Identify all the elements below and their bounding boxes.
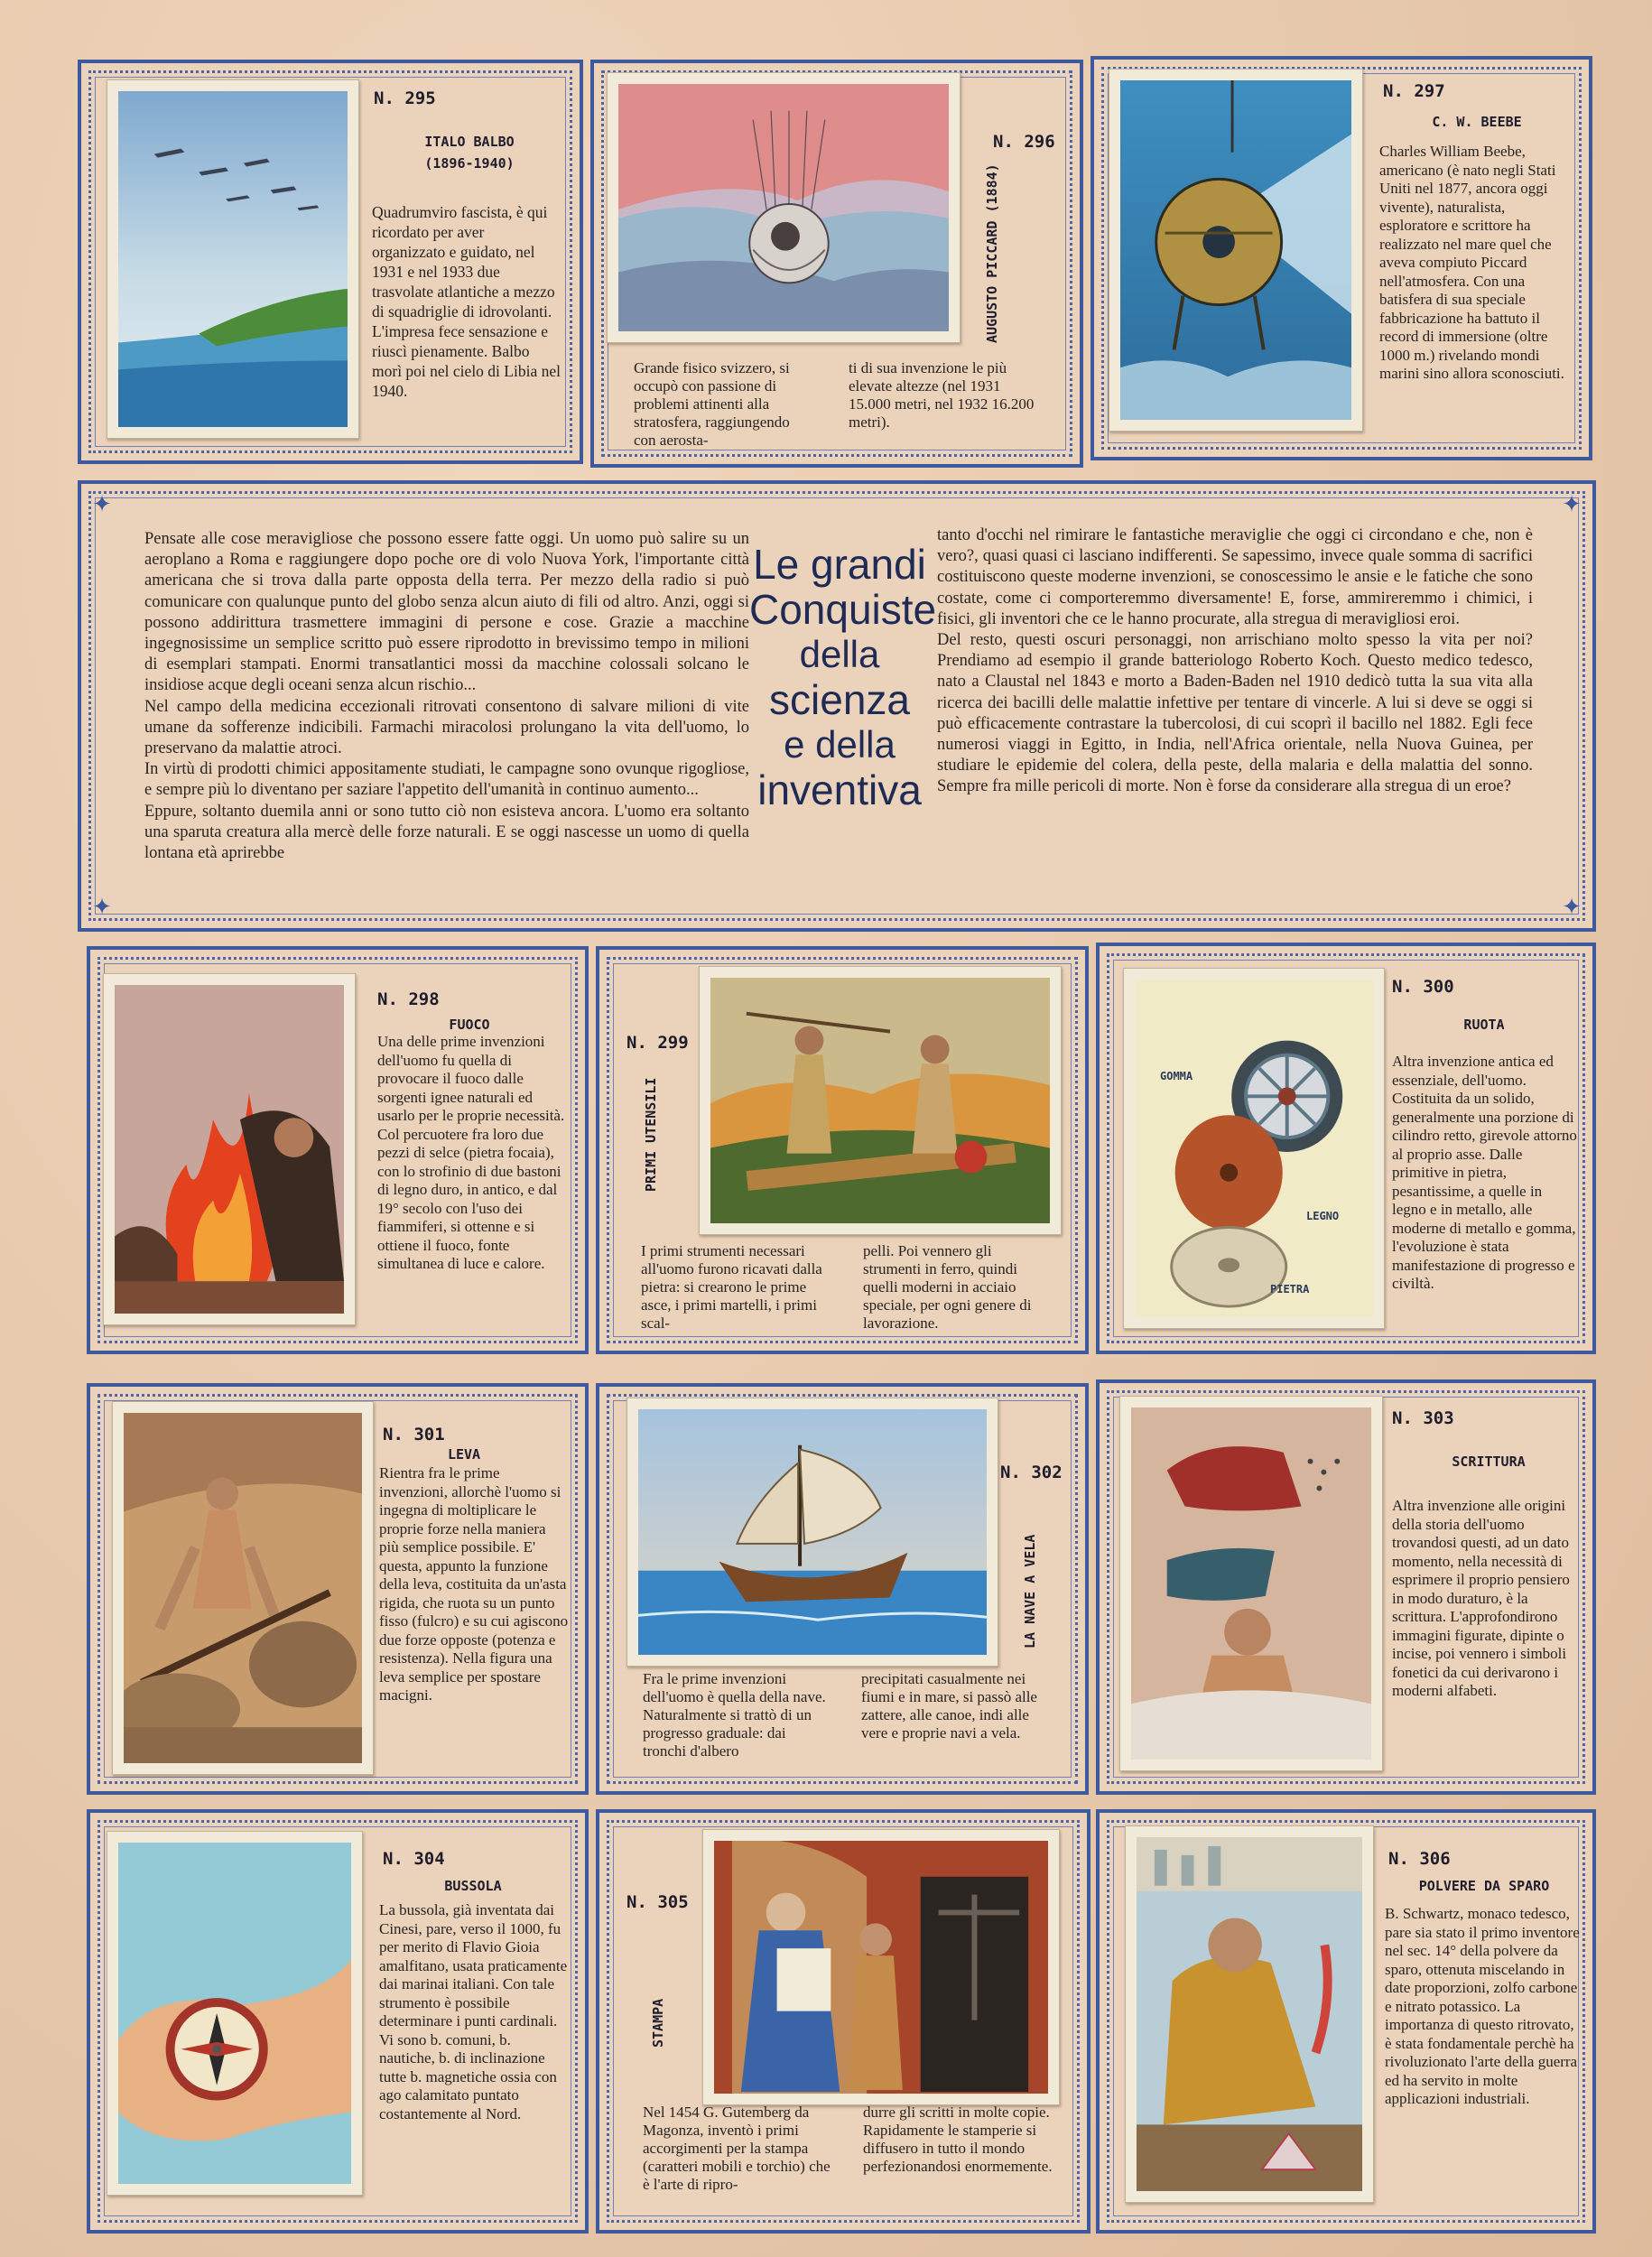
card-number: N. 299 <box>626 1033 689 1053</box>
card-title-vertical: LA NAVE A VELA <box>1022 1534 1038 1649</box>
sticker-300 <box>1123 968 1385 1329</box>
sticker-296 <box>607 72 961 343</box>
card-number: N. 301 <box>383 1425 445 1444</box>
corner-ornament-icon: ✦ <box>1562 894 1582 920</box>
card-number: N. 295 <box>374 88 436 108</box>
intro-headline <box>749 541 937 813</box>
card-title: SCRITTURA <box>1452 1454 1526 1470</box>
card-number: N. 304 <box>383 1849 445 1869</box>
lever-illustration <box>124 1413 362 1763</box>
card-description: B. Schwartz, monaco tedesco, pare sia stato il primo inventore nel sec. 14° della polvere da sparo, ottenuta miscelando in date proporzioni, zolfo carbone e nitrato potassico. La importanza di questo ritrovato, è stata fondamentale perchè ha rivoluzionato l'arte della guerra ed ha servito in molte applicazioni industriali. <box>1385 1905 1580 2107</box>
card-description: La bussola, già inventata dai Cinesi, pare, verso il 1000, fu per merito di Flavio Gioia amalfitano, usata praticamente dai marinai italiani. Con tale strumento è possibile determinare i punti cardinali. Vi sono b. comuni, b. nautiche, b. di inclinazione tutte b. magnetiche ossia con ago calamitato puntato costantemente al Nord. <box>379 1901 568 2122</box>
wheel-label-legno: LEGNO <box>1306 1210 1340 1222</box>
card-title: RUOTA <box>1463 1017 1505 1033</box>
sticker-304 <box>107 1831 363 2196</box>
printing-press-illustration <box>714 1841 1048 2094</box>
gunpowder-illustration <box>1137 1837 1362 2191</box>
fire-illustration <box>115 985 344 1314</box>
card-number: N. 305 <box>626 1892 689 1912</box>
card-title-vertical: AUGUSTO PICCARD (1884) <box>984 163 1000 343</box>
card-title: LEVA <box>447 1446 481 1463</box>
card-description-left: Nel 1454 G. Gutemberg da Magonza, inventò i primi accorgimenti per la stampa (caratteri mobili e torchio) che è l'arte di ripro- <box>643 2104 831 2193</box>
card-description-left: Fra le prime invenzioni dell'uomo è quella della nave. Naturalmente si trattò di un progresso graduale: dai tronchi d'albero <box>643 1670 826 1760</box>
compass-illustration <box>118 1843 351 2184</box>
card-description-left: Grande fisico svizzero, si occupò con passione di problemi attinenti alla stratosfera, raggiungendo con aerosta- <box>634 359 790 449</box>
card-title: POLVERE DA SPARO <box>1418 1878 1550 1894</box>
headline-line: inventiva <box>757 766 922 813</box>
card-description-right: precipitati casualmente nei fiumi e in mare, si passò alle zattere, alle canoe, indi alle vere e proprie navi a vela. <box>861 1670 1037 1742</box>
headline-line: Conquiste <box>749 586 937 633</box>
card-title-vertical: STAMPA <box>650 1998 666 2048</box>
corner-ornament-icon: ✦ <box>1562 491 1582 517</box>
cave-painting-illustration <box>1131 1407 1371 1760</box>
card-title: FUOCO <box>449 1017 490 1033</box>
card-description-right: durre gli scritti in molte copie. Rapidamente le stamperie si diffusero in tutto il mondo perfezionandosi enormemente. <box>863 2104 1053 2175</box>
card-description: Quadrumviro fascista, è qui ricordato per aver organizzato e guidato, nel 1931 e nel 1933 due trasvolate atlantiche a mezzo di squadriglie di idrovolanti. L'impresa fece sensazione e riuscì pienamente. Balbo morì poi nel cielo di Libia nel 1940. <box>372 203 561 400</box>
corner-ornament-icon: ✦ <box>92 491 112 517</box>
card-subtitle: (1896-1940) <box>424 155 515 172</box>
sticker-297 <box>1109 69 1363 432</box>
card-number: N. 302 <box>1000 1463 1063 1482</box>
wheels-illustration <box>1135 980 1373 1317</box>
sticker-303 <box>1119 1396 1383 1771</box>
card-title: C. W. BEEBE <box>1432 114 1522 130</box>
card-description: Charles William Beebe, americano (è nato negli Stati Uniti nel 1877, ancora oggi vivente), naturalista, esploratore e scrittore ha realizzato nel mare quel che aveva compiuto Piccard nell'atmosfera. Con una batisfera di sua speciale fabbricazione ha battuto il record di immersione (oltre 1000 m.) rivelando mondi marini sino allora sconosciuti. <box>1379 143 1564 382</box>
card-description-right: ti di sua invenzione le più elevate altezze (nel 1931 15.000 metri, nel 1932 16.200 metri). <box>849 359 1035 431</box>
card-number: N. 298 <box>377 989 440 1009</box>
intro-left-column: Pensate alle cose meravigliose che possono essere fatte oggi. Un uomo può salire su un aeroplano a Roma e raggiungere dopo poche ore di volo Nuova York, l'importante città americana che si trova dalla parte opposta della terra. Per mezzo della radio si può comunicare con qualunque punto del globo senza alcun aiuto di fili od altro. Anzi, oggi si possono addirittura trasmettere immagini di persone e cose. Grazie a macchine ingegnosissime un semplice scritto può essere riprodotto in brevissimo tempo in milioni di esemplari stampati. Enormi transatlantici mossi da macchine colossali solcano le insidiose acque degli oceani senza alcun rischio... Nel campo della medicina eccezionali ritrovati consentono di salvare milioni di vite umane da sofferenze indicibili. Farmachi miracolosi prolungano la vita dell'uomo, lo preservano da malattie atroci. In virtù di prodotti chimici appositamente studiati, le campagne sono ovunque rigogliose, e sempre più lo diventano per saziare l'appetito dell'umanità in continuo aumento... Eppure, soltanto duemila anni or sono tutto ciò non esisteva ancora. L'uomo era soltanto una sparuta creatura alla mercè delle forze naturali. E se oggi nascesse un uomo di quella lontana età aprirebbe <box>144 530 749 863</box>
tools-illustration <box>710 978 1050 1223</box>
bathysphere-illustration <box>1120 80 1351 420</box>
sticker-302 <box>626 1398 998 1667</box>
headline-line: della <box>799 633 880 675</box>
sticker-298 <box>103 973 356 1325</box>
wheel-label-pietra: PIETRA <box>1270 1283 1310 1296</box>
stratosphere-balloon-illustration <box>618 84 949 331</box>
corner-ornament-icon: ✦ <box>92 894 112 920</box>
card-description: Altra invenzione alle origini della storia dell'uomo trovandosi questi, ad un dato momento, nella necessità di esprimere il proprio pensiero in modo duraturo, è la scrittura. L'approfondirono immagini figurate, dipinte o incise, poi vennero i simboli fonetici da cui derivarono i moderni alfabeti. <box>1392 1497 1570 1699</box>
headline-line: scienza <box>769 676 910 723</box>
wheel-label-gomma: GOMMA <box>1160 1070 1193 1082</box>
headline-line: e della <box>784 723 896 766</box>
card-description: Una delle prime invenzioni dell'uomo fu quella di provocare il fuoco dalle sorgenti ignee naturali ed usarlo per le proprie necessità. Col percuotere fra loro due pezzi di selce (pietra focaia), con lo strofinio di due bastoni di legno duro, in antico, e dal 19° secolo con l'uso dei fiammiferi, si ottenne e si ottiene il fuoco, fonte simultanea di luce e calore. <box>377 1033 565 1272</box>
sticker-301 <box>112 1401 374 1775</box>
card-number: N. 297 <box>1383 81 1445 101</box>
headline-line: Le grandi <box>753 541 926 588</box>
sailing-ship-illustration <box>638 1409 987 1655</box>
card-title-vertical: PRIMI UTENSILI <box>643 1077 659 1192</box>
card-description-left: I primi strumenti necessari all'uomo furono ricavati dalla pietra: si crearono le prime asce, i primi martelli, i primi scal- <box>641 1242 822 1332</box>
sticker-299 <box>699 966 1062 1235</box>
intro-right-column: tanto d'occhi nel rimirare le fantastiche meraviglie che oggi ci circondano e che, non è vero?, quasi quasi ci lasciano indifferenti. Se sapessimo, invece quale somma di sacrifici costituiscono queste moderne invenzioni, se conoscessimo le ansie e le fatiche che sono costate, come ci comporteremmo diversamente! E, forse, ammireremmo i chimici, i fisici, gli inventori che ce le hanno procurate, alla stregua di meravigliosi eroi. Del resto, questi oscuri personaggi, non arrischiano molto spesso la vita per noi? Prendiamo ad esempio il grande batteriologo Roberto Koch. Questo medico tedesco, nato a Claustal nel 1843 e morto a Baden-Baden nel 1910 dedicò tutta la sua vita alla ricerca dei bacilli delle malattie infettive per tentare di vincerle. A lui si deve se oggi si può efficacemente contrastare la tubercolosi, di cui scoprì il bacillo nel 1882. Egli fece numerosi viaggi in Egitto, in India, nell'Africa orientale, nella Nuova Guinea, per studiare le epidemie del colera, della peste, della malaria e della malattia del sonno. Sempre fra mille pericoli di morte. Non è forse da considerare alla stregua di un eroe? <box>937 526 1533 796</box>
sticker-306 <box>1125 1825 1374 2203</box>
card-title: BUSSOLA <box>444 1878 502 1894</box>
card-description: Altra invenzione antica ed essenziale, dell'uomo. Costituita da un solido, generalmente una porzione di cilindro retto, girevole attorno al proprio asse. Dalle primitive in pietra, pesantissime, a quelle in legno e in metallo, alle moderne di metallo e gomma, l'evoluzione è stata manifestazione di progresso e civiltà. <box>1392 1053 1577 1292</box>
seaplanes-illustration <box>118 91 348 427</box>
card-number: N. 300 <box>1392 977 1454 997</box>
card-description: Rientra fra le prime invenzioni, allorchè l'uomo si ingegna di moltiplicare le proprie forze nella maniera più semplice possibile. E' questa, appunto la funzione della leva, costituita da un'asta rigida, che ruota su un punto fisso (fulcro) e su cui agiscono due forze opposte (potenza e resistenza). Nella figura una leva semplice per spostare macigni. <box>379 1464 569 1704</box>
card-number: N. 306 <box>1388 1849 1451 1869</box>
card-title: ITALO BALBO <box>424 134 515 150</box>
card-description-right: pelli. Poi vennero gli strumenti in ferro, quindi quelli moderni in acciaio speciale, per ogni genere di lavorazione. <box>863 1242 1032 1332</box>
card-number: N. 303 <box>1392 1408 1454 1428</box>
sticker-295 <box>107 79 359 439</box>
card-number: N. 296 <box>993 132 1055 152</box>
sticker-305 <box>702 1829 1060 2105</box>
